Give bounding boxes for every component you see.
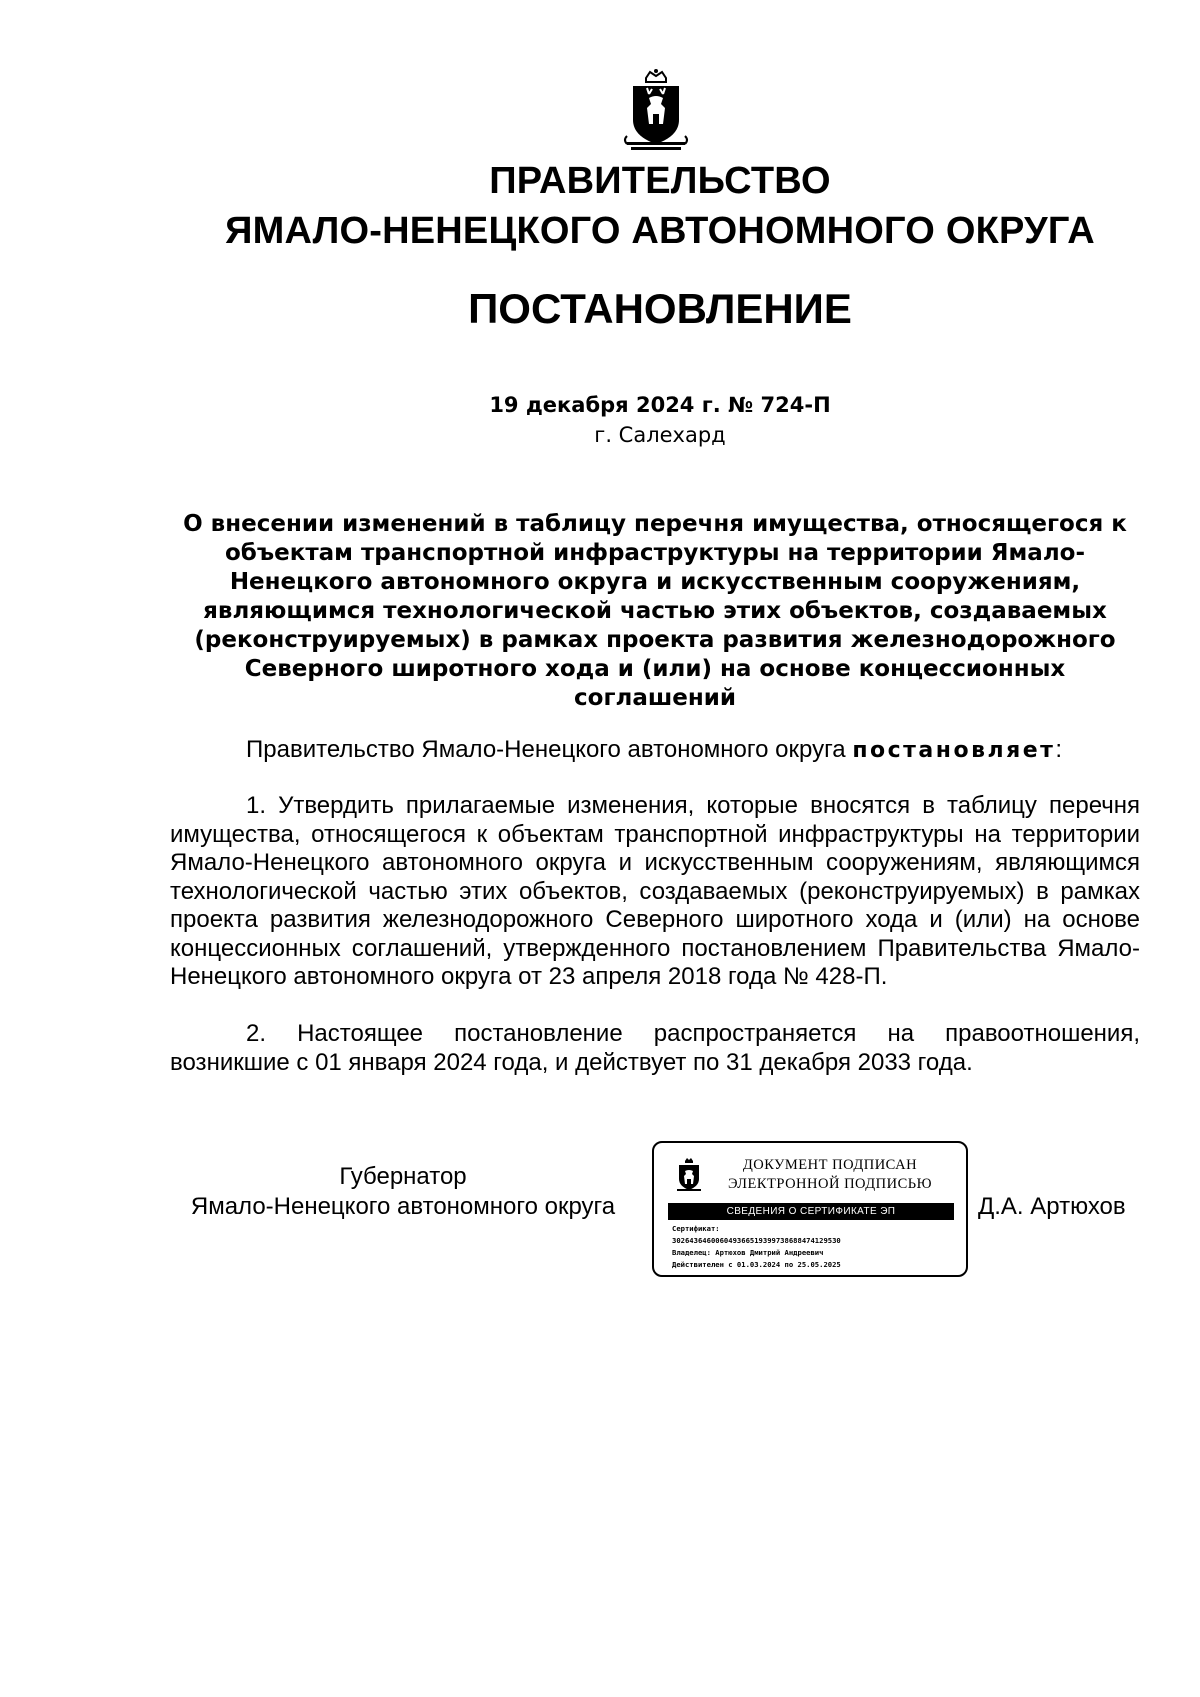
preamble-text: Правительство Ямало-Ненецкого автономного округа — [246, 736, 853, 763]
signatory-post — [170, 1162, 636, 1222]
stamp-certificate-bar: СВЕДЕНИЯ О СЕРТИФИКАТЕ ЭП — [668, 1203, 954, 1220]
electronic-signature-stamp — [652, 1141, 968, 1277]
signatory-post-line1: Губернатор — [339, 1163, 467, 1190]
paragraph-1: 1. Утвердить прилагаемые изменения, которые вносятся в таблицу перечня имущества, относящегося к объектам транспортной инфраструктуры на территории Ямало-Ненецкого автономного округа и искусственным сооружениям, являющимся технологической частью этих объектов, создаваемых (реконструируемых) в рамках проекта развития железнодорожного Северного широтного хода и (или) на основе концессионных соглашений, утвержденного постановлением Правительства Ямало-Ненецкого автономного округа от 23 апреля 2018 года № 428-П. — [170, 792, 1140, 990]
stamp-title-line2: ЭЛЕКТРОННОЙ ПОДПИСЬЮ — [727, 1176, 933, 1192]
document-date-number: 19 декабря 2024 г. № 724-П — [489, 393, 831, 417]
coat-of-arms-icon — [619, 68, 693, 152]
signatory-post-line2: Ямало-Ненецкого автономного округа — [190, 1193, 616, 1220]
stamp-validity: Действителен с 01.03.2024 по 25.05.2025 — [672, 1260, 841, 1269]
government-title — [0, 156, 1200, 256]
stamp-certificate-label: Сертификат: — [672, 1224, 720, 1233]
document-type: ПОСТАНОВЛЕНИЕ — [468, 285, 852, 332]
stamp-certificate-value: 3026436460060493665193997386884741295З0 — [672, 1236, 841, 1245]
stamp-details — [672, 1223, 962, 1271]
stamp-title-line1: ДОКУМЕНТ ПОДПИСАН — [742, 1157, 918, 1173]
government-title-line1: ПРАВИТЕЛЬСТВО — [489, 160, 831, 202]
stamp-coat-of-arms-icon — [674, 1157, 704, 1193]
paragraph-2: 2. Настоящее постановление распространяется на правоотношения, возникшие с 01 января 2024 года, и действует по 31 декабря 2033 года. — [170, 1020, 1140, 1076]
government-title-line2: ЯМАЛО-НЕНЕЦКОГО АВТОНОМНОГО ОКРУГА — [225, 210, 1095, 252]
preamble — [170, 735, 1140, 766]
preamble-emphasis: постановляет — [852, 738, 1056, 763]
preamble-end: : — [1055, 736, 1063, 763]
signatory-name: Д.А. Артюхов — [978, 1193, 1126, 1220]
stamp-title — [720, 1156, 940, 1194]
stamp-owner: Владелец: Артюхов Дмитрий Андреевич — [672, 1248, 824, 1257]
document-city: г. Салехард — [594, 423, 726, 447]
document-subject: О внесении изменений в таблицу перечня имущества, относящегося к объектам транспортной инфраструктуры на территории Ямало-Ненецкого автономного округа и искусственным сооружениям, являющимся технологической частью этих объектов, создаваемых (реконструируемых) в рамках проекта развития железнодорожного Северного широтного хода и (или) на основе концессионных соглашений — [183, 511, 1127, 711]
